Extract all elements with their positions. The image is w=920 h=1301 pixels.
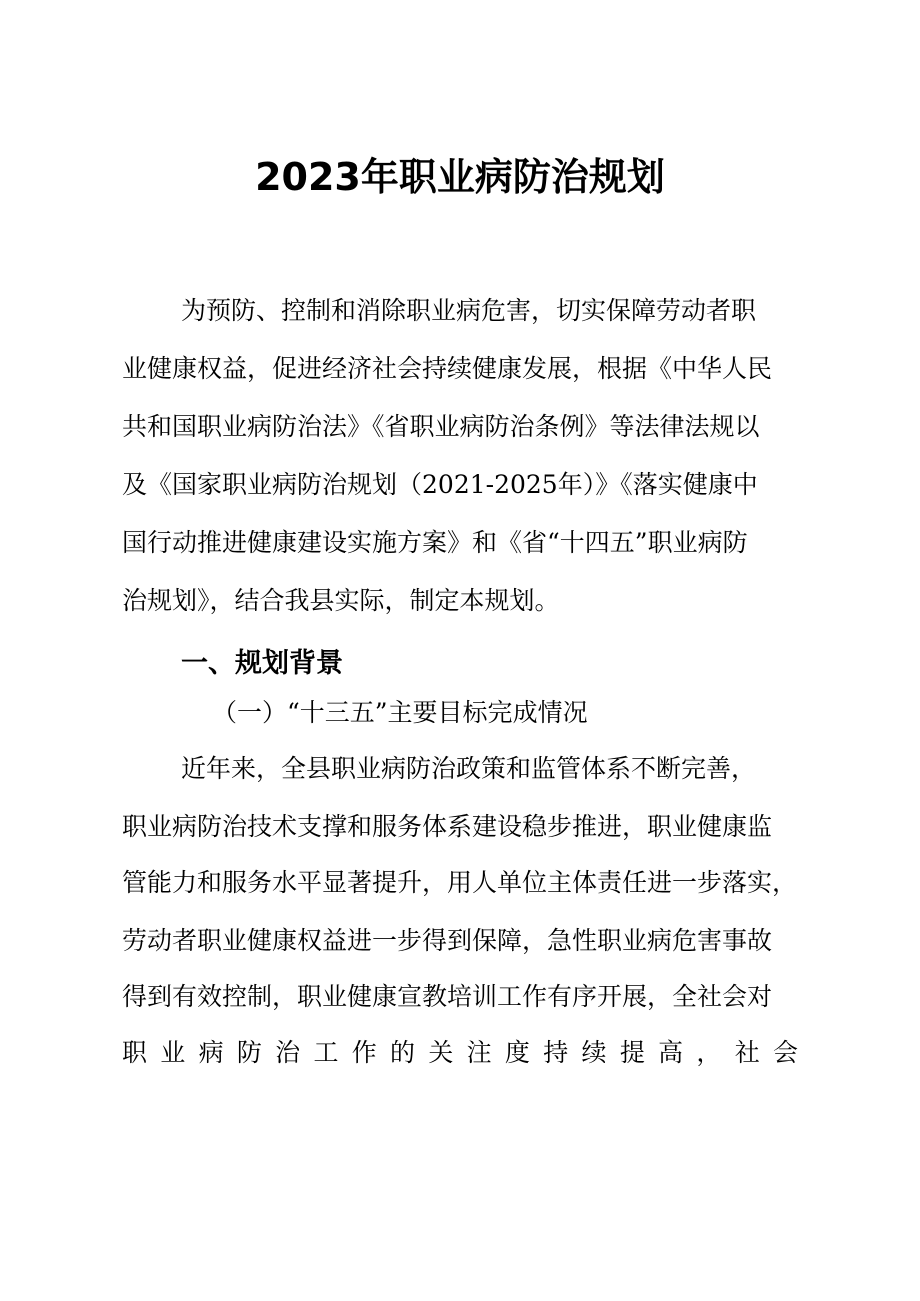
intro-line-6: 治规划》，结合我县实际，制定本规划。 bbox=[122, 586, 560, 615]
body-line-5: 得到有效控制，职业健康宣教培训工作有序开展，全社会对 bbox=[122, 982, 773, 1011]
body-line-2: 职业病防治技术支撑和服务体系建设稳步推进，职业健康监 bbox=[122, 812, 773, 841]
body-line-4: 劳动者职业健康权益进一步得到保障，急性职业病危害事故 bbox=[122, 926, 773, 955]
body-line-3: 管能力和服务水平显著提升，用人单位主体责任进一步落实， bbox=[122, 868, 798, 897]
intro-line-5: 国行动推进健康建设实施方案》和《省“十四五”职业病防 bbox=[122, 528, 748, 557]
intro-line-4: 及《国家职业病防治规划（2021-2025年）》《落实健康中 bbox=[122, 470, 758, 499]
document-title: 2023年职业病防治规划 bbox=[255, 155, 665, 199]
body-line-1: 近年来，全县职业病防治政策和监管体系不断完善， bbox=[181, 754, 757, 783]
intro-line-3: 共和国职业病防治法》《省职业病防治条例》等法律法规以 bbox=[122, 412, 760, 441]
body-line-6: 职业病防治工作的关注度持续提高，社会 bbox=[122, 1038, 798, 1067]
intro-line-1: 为预防、控制和消除职业病危害，切实保障劳动者职 bbox=[181, 296, 757, 325]
subsection-heading: （一）“十三五”主要目标完成情况 bbox=[212, 698, 588, 727]
section-heading: 一、规划背景 bbox=[181, 648, 343, 679]
intro-line-2: 业健康权益，促进经济社会持续健康发展，根据《中华人民 bbox=[122, 354, 773, 383]
